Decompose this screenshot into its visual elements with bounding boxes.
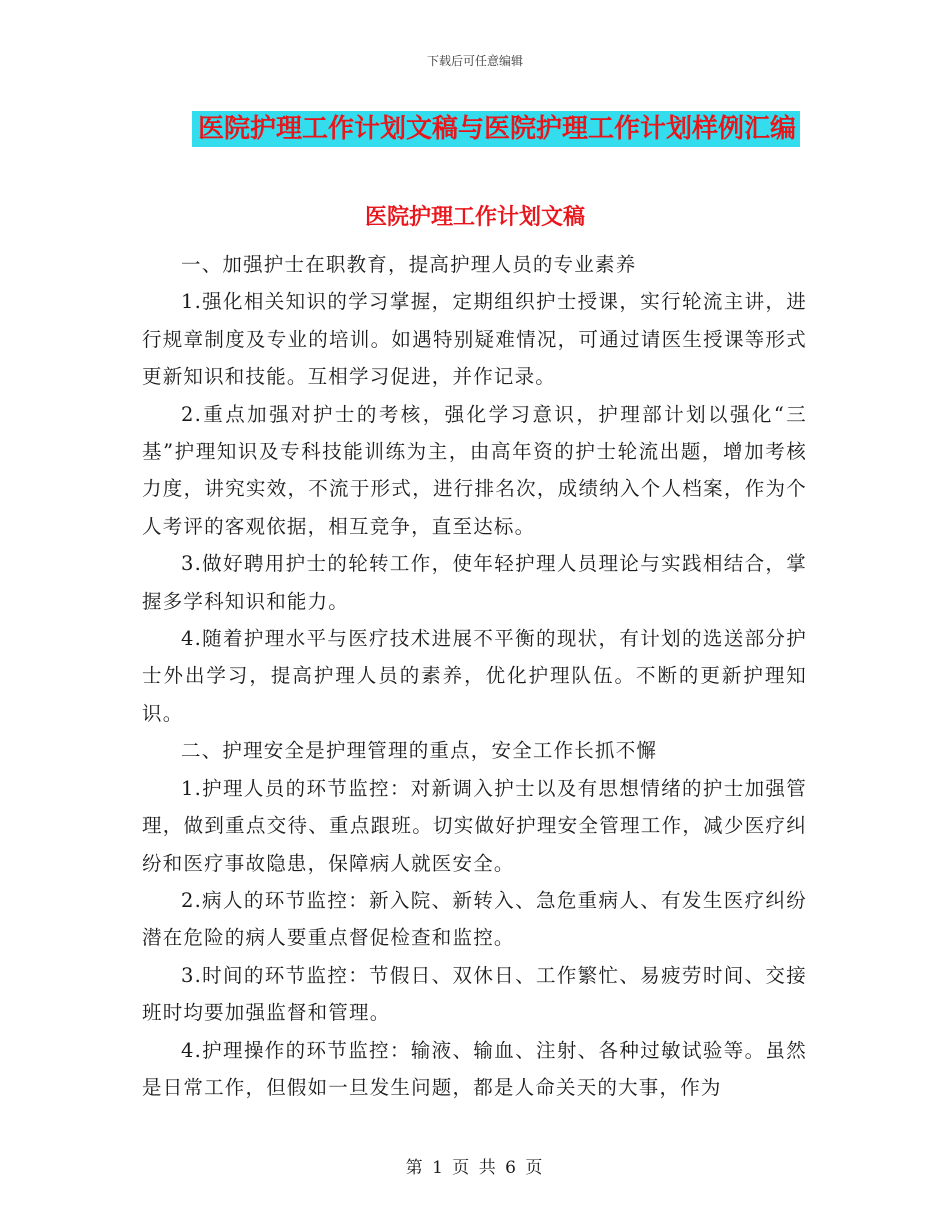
paragraph: 3.时间的环节监控：节假日、双休日、工作繁忙、易疲劳时间、交接班时均要加强监督和管理。 <box>142 963 807 1025</box>
paragraph: 2.重点加强对护士的考核，强化学习意识，护理部计划以强化“三基”护理知识及专科技能训练为主，由高年资的护士轮流出题，增加考核力度，讲究实效，不流于形式，进行排名次，成绩纳入个人档案，作为个人考评的客观依据，相互竞争，直至达标。 <box>142 402 807 538</box>
paragraph: 2.病人的环节监控：新入院、新转入、急危重病人、有发生医疗纠纷潜在危险的病人要重点督促检查和监控。 <box>142 888 807 950</box>
header-note: 下载后可任意编辑 <box>426 54 523 68</box>
document-title-container <box>0 111 950 147</box>
paragraph: 1.强化相关知识的学习掌握，定期组织护士授课，实行轮流主讲，进行规章制度及专业的培训。如遇特别疑难情况，可通过请医生授课等形式更新知识和技能。互相学习促进，并作记录。 <box>142 290 807 389</box>
paragraph-heading-2: 二、护理安全是护理管理的重点，安全工作长抓不懈 <box>181 739 658 763</box>
page-number: 第 1 页 共 6 页 <box>405 1158 545 1178</box>
paragraph-heading-1: 一、加强护士在职教育，提高护理人员的专业素养 <box>181 253 637 276</box>
section-title: 医院护理工作计划文稿 <box>364 205 585 230</box>
document-body <box>142 246 807 1106</box>
paragraph: 4.随着护理水平与医疗技术进展不平衡的现状，有计划的选送部分护士外出学习，提高护理人员的素养，优化护理队伍。不断的更新护理知识。 <box>142 627 807 725</box>
paragraph: 4.护理操作的环节监控：输液、输血、注射、各种过敏试验等。虽然是日常工作，但假如一旦发生问题，都是人命关天的大事，作为 <box>142 1038 807 1099</box>
paragraph: 3.做好聘用护士的轮转工作，使年轻护理人员理论与实践相结合，掌握多学科知识和能力。 <box>142 552 807 613</box>
paragraph: 1.护理人员的环节监控：对新调入护士以及有思想情绪的护士加强管理，做到重点交待、重点跟班。切实做好护理安全管理工作，减少医疗纠纷和医疗事故隐患，保障病人就医安全。 <box>142 776 807 875</box>
document-title: 医院护理工作计划文稿与医院护理工作计划样例汇编 <box>192 111 800 147</box>
